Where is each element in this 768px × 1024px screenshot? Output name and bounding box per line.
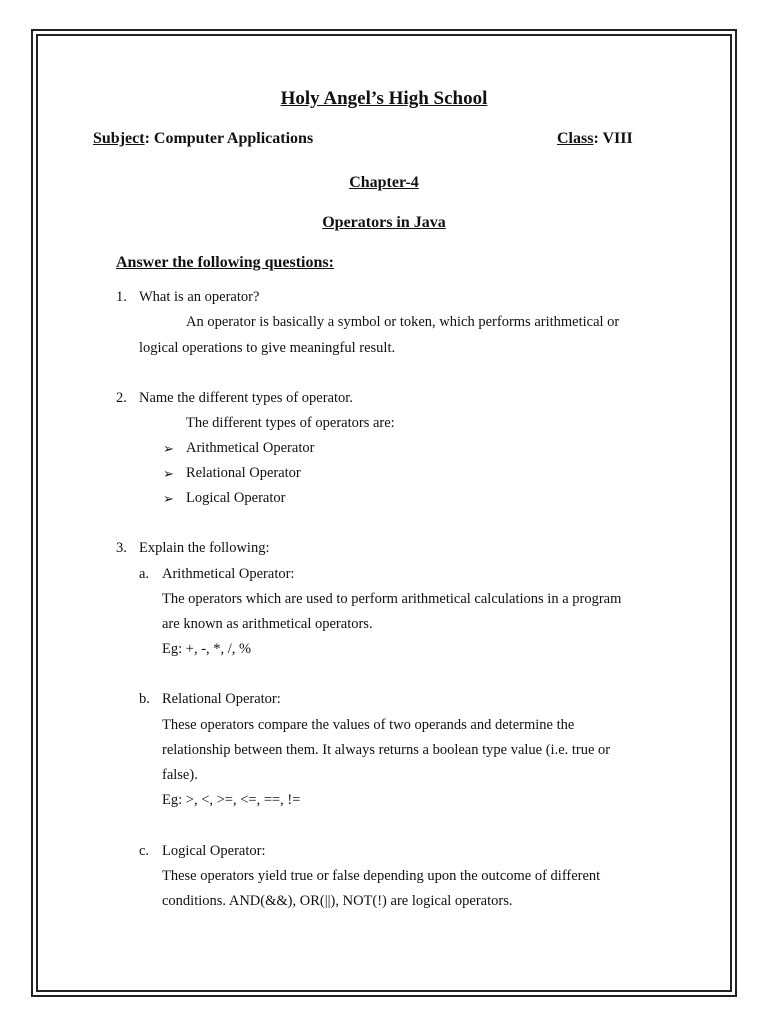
q3b-example: Eg: >, <, >=, <=, ==, !=: [162, 792, 301, 808]
q3b-line1: These operators compare the values of two operands and determine the: [162, 717, 575, 733]
subject-line: [93, 130, 313, 148]
subject-label: Subject: [93, 130, 145, 147]
q3c-line1: These operators yield true or false depending upon the outcome of different: [162, 868, 601, 884]
q3b-letter: b.: [139, 691, 150, 707]
chapter-heading: Chapter-4: [349, 174, 419, 191]
q3-number: 3.: [116, 540, 127, 556]
q3c-title: Logical Operator:: [162, 843, 266, 859]
list-item: Logical Operator: [186, 490, 286, 506]
q3a-title: Arithmetical Operator:: [162, 566, 295, 582]
school-title: Holy Angel’s High School: [280, 88, 488, 109]
subject-value: : Computer Applications: [144, 130, 314, 147]
bullet-arrow-icon: ➢: [163, 466, 174, 481]
q3c-letter: c.: [139, 843, 150, 859]
q2-number: 2.: [116, 390, 127, 406]
instruction-heading: Answer the following questions:: [116, 254, 334, 271]
q1-number: 1.: [116, 289, 127, 305]
list-item: Relational Operator: [186, 465, 301, 481]
class-value: : VIII: [593, 130, 633, 147]
bullet-arrow-icon: ➢: [163, 491, 174, 506]
q1-answer-line1: An operator is basically a symbol or token, which performs arithmetical or: [186, 314, 620, 330]
q3b-line2: relationship between them. It always returns a boolean type value (i.e. true or: [162, 742, 611, 758]
q2-intro: The different types of operators are:: [186, 415, 395, 431]
topic-heading: Operators in Java: [322, 214, 446, 231]
q2-question: Name the different types of operator.: [139, 390, 353, 406]
q1-answer-line2: logical operations to give meaningful result.: [139, 340, 396, 356]
q3-question: Explain the following:: [139, 540, 270, 556]
q3a-line2: are known as arithmetical operators.: [162, 616, 373, 632]
q3b-line3: false).: [162, 767, 198, 783]
q1-question: What is an operator?: [139, 289, 260, 305]
q3b-title: Relational Operator:: [162, 691, 281, 707]
list-item: Arithmetical Operator: [186, 440, 315, 456]
q3a-example: Eg: +, -, *, /, %: [162, 641, 252, 657]
class-line: [557, 130, 633, 148]
class-label: Class: [557, 130, 594, 147]
q3a-line1: The operators which are used to perform arithmetical calculations in a program: [162, 591, 622, 607]
bullet-arrow-icon: ➢: [163, 441, 174, 456]
q3c-line2: conditions. AND(&&), OR(||), NOT(!) are logical operators.: [162, 893, 513, 909]
q3a-letter: a.: [139, 566, 150, 582]
